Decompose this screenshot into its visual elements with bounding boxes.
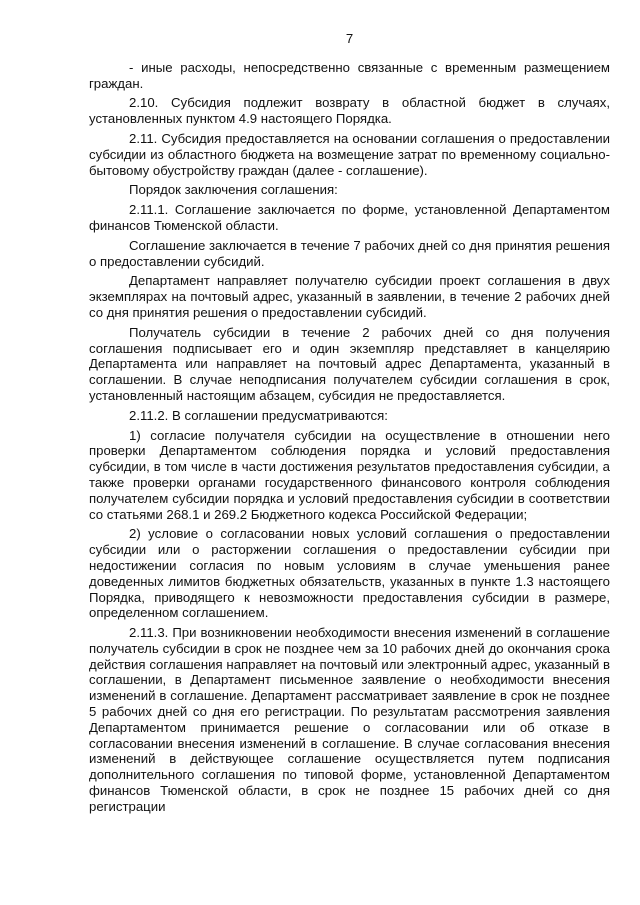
paragraph-agreement-procedure: Порядок заключения соглашения: [129, 182, 338, 198]
paragraph-agreement-term: Соглашение заключается в течение 7 рабочих дней со дня принятия решения о предоставлении субсидий. [89, 237, 610, 269]
paragraph-item-1: 1) согласие получателя субсидии на осуществление в отношении него проверки Департаментом соблюдения порядка и условий предоставления субсидии, в том числе в части достижения результатов предоставления субсидии, а также проверки органами государственного финансового контроля соблюдения получателем субсидии порядка и условий предоставления субсидии в соответствии со статьями 268.1 и 269.2 Бюджетного кодекса Российской Федерации; [89, 427, 610, 522]
document-page [89, 31, 610, 819]
paragraph-recipient-signing: Получатель субсидии в течение 2 рабочих дней со дня получения соглашения подписывает его и один экземпляр представляет в канцелярию Департамента или направляет на почтовый адрес Департамента, указанный в соглашении. В случае неподписания получателем субсидии соглашения в срок, установленный настоящим абзацем, субсидия не предоставляется. [89, 324, 610, 403]
paragraph-2-11: 2.11. Субсидия предоставляется на основании соглашения о предоставлении субсидии из областного бюджета на возмещение затрат по временному социально-бытовому обустройству граждан (далее - соглашение). [89, 130, 610, 178]
paragraph-2-10: 2.10. Субсидия подлежит возврату в областной бюджет в случаях, установленных пунктом 4.9 настоящего Порядка. [89, 95, 610, 127]
page-number: 7 [345, 31, 354, 46]
paragraph-item-2: 2) условие о согласовании новых условий соглашения о предоставлении субсидии или о расторжении соглашения о предоставлении субсидии при недостижении согласия по новым условиям в случае уменьшения ранее доведенных лимитов бюджетных обязательств, указанных в пункте 1.3 настоящего Порядка, приводящего к невозможности предоставления субсидии в размере, определенном соглашением. [89, 526, 610, 621]
paragraph-draft-sending: Департамент направляет получателю субсидии проект соглашения в двух экземплярах на почтовый адрес, указанный в заявлении, в течение 2 рабочих дней со дня принятия решения о предоставлении субсидий. [89, 273, 610, 320]
paragraph-2-11-1: 2.11.1. Соглашение заключается по форме, установленной Департаментом финансов Тюменской области. [89, 202, 610, 233]
paragraph-2-11-3: 2.11.3. При возникновении необходимости внесения изменений в соглашение получатель субсидии в срок не позднее чем за 10 рабочих дней до окончания срока действия соглашения направляет на почтовый или электронный адрес, указанный в соглашении, в Департамент письменное заявление о необходимости внесения изменений в соглашение. Департамент рассматривает заявление в срок не позднее 5 рабочих дней со дня его регистрации. По результатам рассмотрения заявления Департаментом принимается решение о согласовании или об отказе в согласовании внесения изменений в соглашение. В случае согласования внесения изменений в действующее соглашение осуществляется путем подписания дополнительного соглашения по типовой форме, установленной Департаментом финансов Тюменской области, в срок не позднее 15 рабочих дней со дня регистрации [89, 625, 610, 814]
paragraph-other-expenses: - иные расходы, непосредственно связанные с временным размещением граждан. [89, 59, 610, 91]
paragraph-2-11-2: 2.11.2. В соглашении предусматриваются: [129, 407, 388, 423]
